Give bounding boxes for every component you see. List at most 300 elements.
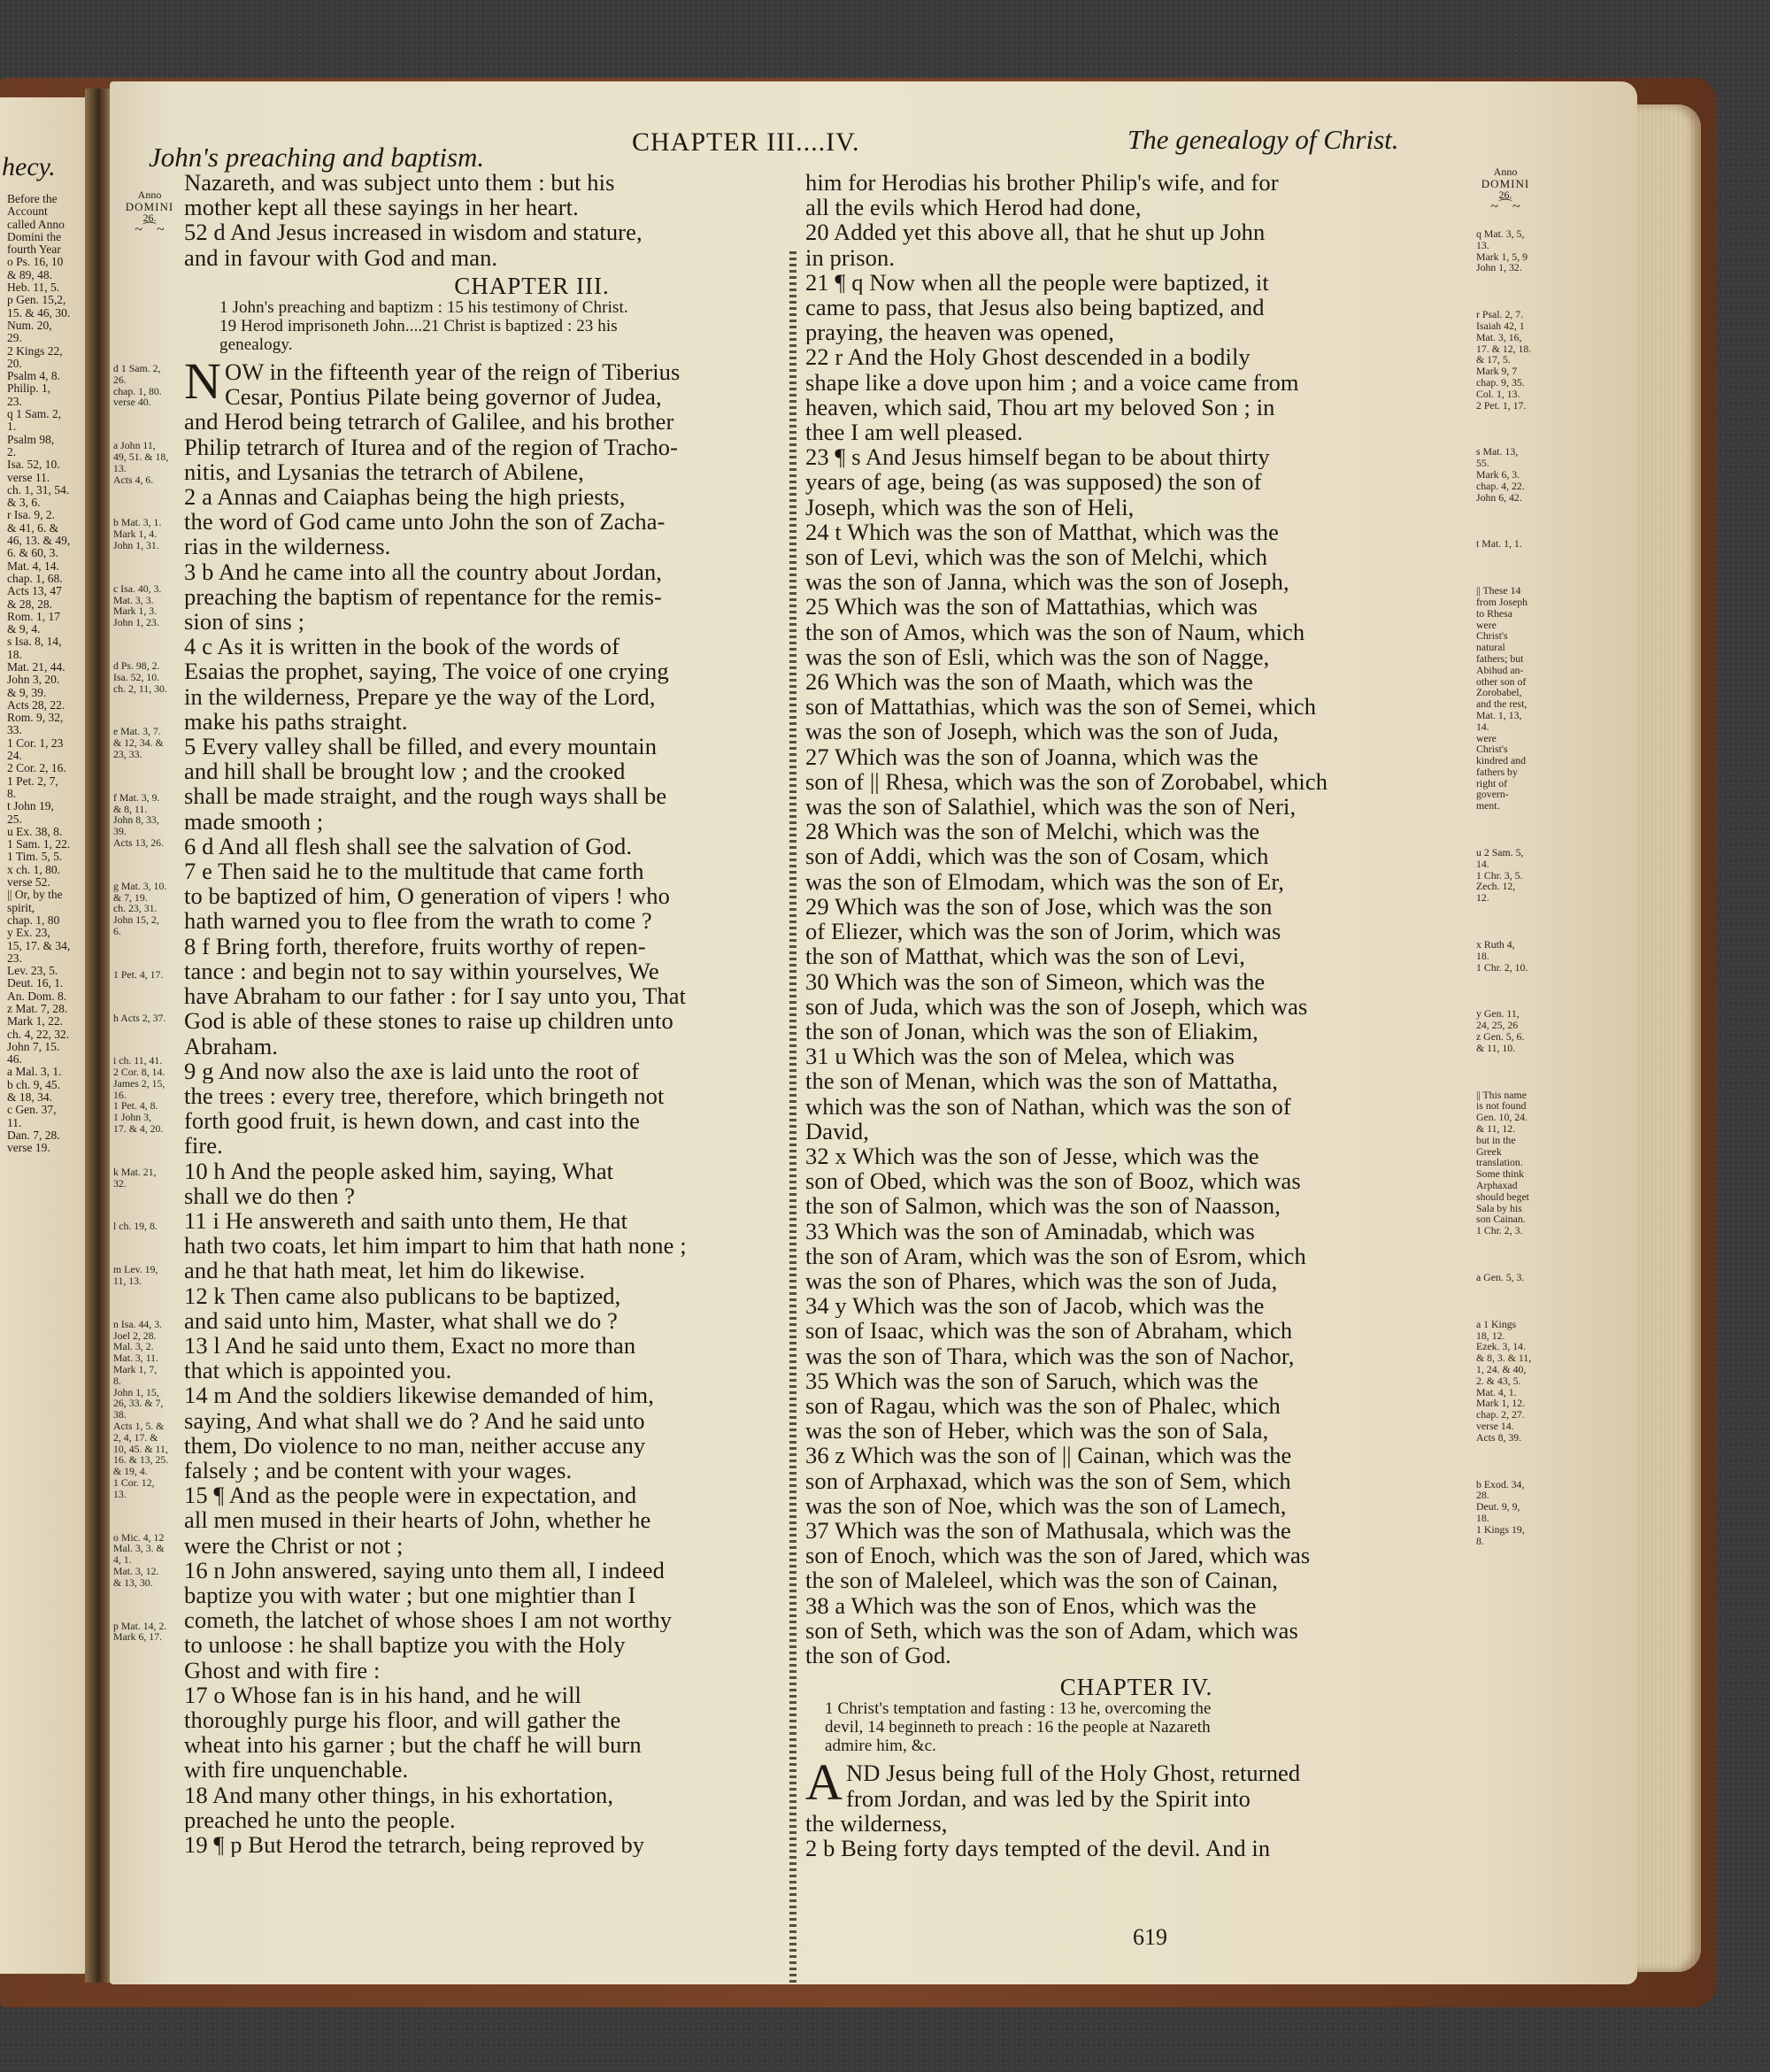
- left-page-note-line: Rom. 9, 32,: [7, 712, 64, 725]
- verse-line: Esaias the prophet, saying, The voice of one crying: [184, 659, 669, 684]
- verse-line: and hill shall be brought low ; and the crooked: [184, 759, 626, 784]
- margin-note-line: 13.: [1476, 238, 1489, 251]
- right-column-margin-notes: [1476, 228, 1558, 1910]
- verse-line: Cesar, Pontius Pilate being governor of Judea,: [225, 384, 662, 410]
- verse-line: nitis, and Lysanias the tetrarch of Abilene,: [184, 458, 584, 485]
- verse-line: from Jordan, and was led by the Spirit into: [846, 1785, 1251, 1811]
- verse-line: the son of Matthat, which was the son of Levi,: [805, 944, 1245, 969]
- margin-note-line: but in the: [1476, 1133, 1516, 1146]
- verse-line: OW in the fifteenth year of the reign of Tiberius: [225, 359, 681, 385]
- left-page-note-line: verse 19.: [7, 1142, 50, 1155]
- verse-line: 52 d And Jesus increased in wisdom and stature,: [184, 220, 643, 245]
- verse-line: Abraham.: [184, 1033, 279, 1059]
- left-page-note-line: chap. 1, 68.: [7, 572, 63, 585]
- margin-note-line: 26.: [113, 373, 127, 386]
- left-page-note-line: verse 52.: [7, 876, 50, 890]
- verse-line: was the son of Heber, which was the son of Sala,: [805, 1418, 1269, 1444]
- margin-note-line: b Exod. 34,: [1476, 1477, 1525, 1490]
- summary-line: 1 Christ's temptation and fasting : 13 he, overcoming the: [825, 1699, 1212, 1719]
- margin-note-line: o Mic. 4, 12: [113, 1530, 165, 1544]
- ornament-wave-right: ~⌒~: [1490, 199, 1520, 214]
- margin-note-line: Acts 13, 26.: [113, 836, 165, 849]
- left-page-note-line: s Isa. 8, 14,: [7, 635, 62, 649]
- margin-note-line: a Gen. 5, 3.: [1476, 1271, 1525, 1283]
- margin-note-line: Christ's: [1476, 629, 1508, 643]
- left-page-note-line: & 28, 28.: [7, 597, 53, 611]
- margin-note-line: son Cainan.: [1476, 1213, 1526, 1226]
- left-page-note-line: ch. 1, 31, 54.: [7, 483, 70, 497]
- left-page-note-line: 2 Kings 22,: [7, 344, 63, 358]
- verse-line: son of || Rhesa, which was the son of Zorobabel, which: [805, 768, 1328, 795]
- verse-line: shape like a dove upon him ; and a voice came from: [805, 369, 1299, 395]
- margin-note-line: natural: [1476, 641, 1505, 654]
- verse-line: thoroughly purge his floor, and will gather the: [184, 1706, 621, 1733]
- verse-line: son of Levi, which was the son of Melchi, which: [805, 544, 1268, 570]
- margin-note-line: 28.: [1476, 1489, 1489, 1502]
- verse-line: 32 x Which was the son of Jesse, which was the: [805, 1143, 1259, 1169]
- right-column-text: [805, 170, 1467, 1860]
- margin-note-line: x Ruth 4,: [1476, 938, 1515, 951]
- margin-note-line: kindred and: [1476, 754, 1527, 767]
- verse-line: son of Enoch, which was the son of Jared, which was: [805, 1543, 1311, 1568]
- verse-line: and said unto him, Master, what shall we do ?: [184, 1307, 618, 1333]
- margin-note-line: fathers by: [1476, 765, 1518, 778]
- margin-note-line: Mark 1, 4.: [113, 528, 158, 541]
- margin-note-line: Ezek. 3, 14.: [1476, 1340, 1527, 1353]
- verse-line: 15 ¶ And as the people were in expectation, and: [184, 1483, 637, 1508]
- verse-line: the son of God.: [805, 1642, 951, 1668]
- left-page-note-line: r Isa. 9, 2.: [7, 509, 55, 522]
- verse-line: forth good fruit, is hewn down, and cast into the: [184, 1108, 640, 1134]
- margin-note-line: & 8, 3. & 11,: [1476, 1352, 1532, 1365]
- margin-note: [113, 1055, 186, 1135]
- margin-note-line: & 7, 19.: [113, 890, 148, 904]
- verse-line: that which is appointed you.: [184, 1358, 452, 1383]
- margin-note-line: 13.: [113, 461, 127, 474]
- margin-note-line: z Gen. 5, 6.: [1476, 1030, 1525, 1044]
- verse-line: years of age, being (as was supposed) the son of: [805, 469, 1262, 495]
- margin-note: [113, 1167, 186, 1190]
- margin-note-line: 12.: [1476, 891, 1489, 905]
- verse-line: 5 Every valley shall be filled, and every mountain: [184, 734, 658, 759]
- verse-line: God is able of these stones to raise up children unto: [184, 1008, 673, 1034]
- margin-note-line: 18.: [1476, 1511, 1489, 1524]
- margin-note-line: 14.: [1476, 720, 1489, 733]
- verse-line: David,: [805, 1118, 869, 1144]
- margin-note-line: other son of: [1476, 674, 1527, 688]
- verse-line: 23 ¶ s And Jesus himself began to be about thirty: [805, 444, 1270, 470]
- left-page-note-line: 33.: [7, 724, 22, 737]
- margin-note-line: i ch. 11, 41.: [113, 1054, 163, 1067]
- verse-line: Joseph, which was the son of Heli,: [805, 494, 1135, 520]
- left-page-note-line: 24.: [7, 750, 22, 763]
- verse-line: hath two coats, let him impart to him that hath none ;: [184, 1233, 687, 1259]
- margin-note-line: John 6, 42.: [1476, 490, 1522, 504]
- margin-note-line: 32.: [113, 1176, 127, 1190]
- left-page-note-line: Num. 20,: [7, 319, 52, 332]
- margin-note-line: Col. 1, 13.: [1476, 387, 1520, 400]
- margin-note-line: Greek: [1476, 1144, 1502, 1158]
- left-page-note-line: 8.: [7, 787, 17, 800]
- margin-note-line: Mark 1, 12.: [1476, 1397, 1526, 1410]
- verse-line: all men mused in their hearts of John, whether he: [184, 1507, 651, 1533]
- margin-note-line: Zech. 12,: [1476, 880, 1516, 893]
- margin-note-line: Mark 9, 7: [1476, 365, 1518, 378]
- margin-note-line: e Mat. 3, 7.: [113, 725, 161, 738]
- verse-line: 34 y Which was the son of Jacob, which was the: [805, 1293, 1265, 1319]
- verse-line: son of Ragau, which was the son of Phalec, which: [805, 1392, 1281, 1419]
- verse-line: rias in the wilderness.: [184, 534, 391, 559]
- verse-line: son of Seth, which was the son of Adam, which was: [805, 1617, 1298, 1643]
- verse-line: and in favour with God and man.: [184, 244, 498, 270]
- margin-note-line: 1 Pet. 4, 8.: [113, 1099, 158, 1113]
- margin-note-line: 4, 1.: [113, 1553, 132, 1567]
- margin-note-line: 10, 45. & 11,: [113, 1442, 168, 1455]
- margin-note-line: u 2 Sam. 5,: [1476, 846, 1524, 859]
- verse-line: to unloose : he shall baptize you with the Holy: [184, 1632, 626, 1658]
- verse-line: was the son of Thara, which was the son of Nachor,: [805, 1343, 1295, 1368]
- margin-note-line: 1 Cor. 12,: [113, 1476, 155, 1490]
- verse-line: son of Isaac, which was the son of Abraham, which: [805, 1318, 1293, 1344]
- drop-cap-n: N: [184, 352, 221, 411]
- chapter-4-title: CHAPTER IV.: [1059, 1674, 1213, 1701]
- verse-line: 17 o Whose fan is in his hand, and he will: [184, 1682, 581, 1707]
- margin-note-line: fathers; but: [1476, 651, 1524, 665]
- verse-line: with fire unquenchable.: [184, 1757, 409, 1783]
- summary-line: genealogy.: [219, 335, 293, 355]
- column-separator: [789, 251, 796, 1984]
- margin-note-line: and the rest,: [1476, 697, 1528, 711]
- left-page-note-line: 23.: [7, 951, 22, 965]
- verse-line: 25 Which was the son of Mattathias, which was: [805, 594, 1258, 620]
- verse-line: the son of Maleleel, which was the son of Cainan,: [805, 1567, 1279, 1593]
- margin-note-line: Mal. 3, 3. &: [113, 1542, 165, 1555]
- margin-note-line: Mark 1, 3.: [113, 605, 158, 618]
- verse-line: of Eliezer, which was the son of Jorim, which was: [805, 919, 1281, 944]
- margin-note-line: 1 John 3,: [113, 1111, 151, 1124]
- margin-note: [1476, 939, 1558, 973]
- margin-note-line: s Mat. 13,: [1476, 445, 1519, 458]
- verse-line: 8 f Bring forth, therefore, fruits worthy of repen-: [184, 933, 646, 959]
- margin-note-line: translation.: [1476, 1156, 1523, 1169]
- margin-note-line: Some think: [1476, 1167, 1525, 1181]
- verse-line: made smooth ;: [184, 808, 324, 834]
- verse-line: them, Do violence to no man, neither accuse any: [184, 1432, 646, 1458]
- margin-note-line: b Mat. 3, 1.: [113, 516, 162, 529]
- margin-note-line: Isa. 52, 10.: [113, 670, 160, 683]
- margin-note-line: p Mat. 14, 2.: [113, 1619, 167, 1632]
- margin-note: [1476, 446, 1558, 503]
- left-page-note-line: z Mat. 7, 28.: [7, 1003, 68, 1015]
- margin-note-line: 1 Chr. 2, 3.: [1476, 1224, 1523, 1237]
- margin-note-line: Mat. 4, 1.: [1476, 1385, 1517, 1398]
- margin-note-line: Mark 1, 7,: [113, 1363, 158, 1376]
- margin-note-line: Arphaxad: [1476, 1179, 1518, 1192]
- margin-note-line: 23, 33.: [113, 747, 142, 760]
- margin-note-line: to Rhesa: [1476, 606, 1512, 620]
- verse-line: shall we do then ?: [184, 1182, 356, 1208]
- left-page-note-line: 2 Cor. 2, 16.: [7, 762, 66, 775]
- left-page-note-line: Mark 1, 22.: [7, 1015, 63, 1028]
- margin-note-line: John 15, 2,: [113, 913, 159, 927]
- left-page-note-line: Before the: [7, 193, 58, 205]
- verse-line: was the son of Elmodam, which was the son of Er,: [805, 868, 1284, 894]
- margin-note-line: 14.: [1476, 857, 1489, 870]
- left-page-note-line: ch. 4, 22, 32.: [7, 1028, 70, 1041]
- left-page-note-line: & 41, 6. &: [7, 521, 59, 535]
- left-page-note-line: 20.: [7, 357, 22, 370]
- verse-line: 31 u Which was the son of Melea, which was: [805, 1044, 1235, 1069]
- verse-line: came to pass, that Jesus also being baptized, and: [805, 295, 1265, 320]
- verse-line: shall be made straight, and the rough ways shall be: [184, 783, 667, 809]
- margin-note: [1476, 228, 1558, 273]
- margin-note: [1476, 1008, 1558, 1053]
- margin-note-line: & 11, 12.: [1476, 1122, 1516, 1136]
- margin-note-line: 55.: [1476, 457, 1489, 470]
- left-page-notes: [7, 193, 70, 1155]
- page-number: 619: [1133, 1924, 1167, 1950]
- verse-line: thee I am well pleased.: [805, 420, 1023, 445]
- left-page-note-line: Psalm 4, 8.: [7, 370, 61, 383]
- verse-line: the son of Jonan, which was the son of Eliakim,: [805, 1018, 1258, 1044]
- chapter-4-summary: [805, 1699, 1467, 1755]
- verse-line: 22 r And the Holy Ghost descended in a bodily: [805, 344, 1251, 370]
- margin-note-line: from Joseph: [1476, 595, 1528, 608]
- left-page-note-line: Mat. 21, 44.: [7, 660, 65, 674]
- margin-note-line: chap. 4, 22.: [1476, 479, 1525, 492]
- margin-note-line: chap. 2, 27.: [1476, 1408, 1525, 1421]
- chapter-3-title: CHAPTER III.: [454, 272, 610, 299]
- margin-note-line: John 1, 32.: [1476, 261, 1522, 274]
- left-page-note-line: Account: [7, 205, 48, 219]
- margin-note-line: 1 Chr. 2, 10.: [1476, 960, 1528, 974]
- margin-note: [1476, 1272, 1558, 1283]
- margin-note-line: chap. 1, 80.: [113, 384, 162, 397]
- verse-line: 2 a Annas and Caiaphas being the high priests,: [184, 484, 626, 510]
- verse-line: 13 l And he said unto them, Exact no more than: [184, 1332, 636, 1359]
- verse-line: 33 Which was the son of Aminadab, which was: [805, 1218, 1255, 1244]
- left-page-note-line: 1 Pet. 2, 7,: [7, 774, 58, 788]
- year-label-right: 26.: [1498, 189, 1512, 201]
- margin-note: [1476, 585, 1558, 812]
- verse-line: 16 n John answered, saying unto them all, I indeed: [184, 1557, 665, 1583]
- margin-note-line: l ch. 19, 8.: [113, 1220, 158, 1233]
- margin-note-line: Mark 1, 5, 9: [1476, 250, 1528, 263]
- verse-line: 29 Which was the son of Jose, which was the son: [805, 893, 1273, 920]
- verse-line: make his paths straight.: [184, 708, 408, 735]
- left-page-note-line: Philip. 1,: [7, 382, 51, 396]
- anno-label: Anno: [137, 189, 162, 201]
- margin-note-line: a John 11,: [113, 439, 156, 452]
- left-page-note-line: x ch. 1, 80.: [7, 863, 60, 876]
- verse-line: the son of Salmon, which was the son of Naasson,: [805, 1193, 1281, 1219]
- anno-label-right: Anno: [1493, 166, 1518, 178]
- left-page-note-line: Acts 28, 22.: [7, 698, 65, 712]
- left-page-note-line: & 9, 39.: [7, 686, 47, 699]
- margin-note: [113, 363, 186, 408]
- left-page-note-line: John 7, 15.: [7, 1040, 60, 1053]
- verse-line: son of Obed, which was the son of Booz, which was: [805, 1168, 1301, 1194]
- running-head-left: John's preaching and baptism.: [149, 142, 485, 173]
- verse-line: 30 Which was the son of Simeon, which was the: [805, 968, 1266, 994]
- margin-note-line: k Mat. 21,: [113, 1165, 157, 1178]
- margin-note-line: ch. 23, 31.: [113, 902, 158, 915]
- verse-line: 4 c As it is written in the book of the words of: [184, 634, 620, 659]
- margin-note-line: Mat. 3, 12.: [113, 1565, 159, 1577]
- verse-line: was the son of Janna, which was the son of Joseph,: [805, 569, 1289, 595]
- verse-line: son of Mattathias, which was the son of Semei, which: [805, 694, 1317, 720]
- verse-line: preaching the baptism of repentance for the remis-: [184, 583, 662, 610]
- verse-line: all the evils which Herod had done,: [805, 195, 1142, 220]
- left-page-note-line: Mat. 4, 14.: [7, 559, 59, 573]
- left-page-note-line: u Ex. 38, 8.: [7, 825, 63, 838]
- margin-note: [113, 660, 186, 694]
- margin-note-line: 13.: [113, 1487, 127, 1500]
- margin-note: [113, 1532, 186, 1589]
- margin-note: [113, 1621, 186, 1644]
- margin-note-line: d 1 Sam. 2,: [113, 362, 161, 374]
- left-page-note-line: 1 Cor. 1, 23: [7, 736, 64, 750]
- margin-note-line: 8.: [1476, 1534, 1484, 1547]
- margin-note-line: d Ps. 98, 2.: [113, 659, 160, 672]
- verse-line: son of Juda, which was the son of Joseph, which was: [805, 993, 1308, 1019]
- left-page-note-line: 23.: [7, 395, 22, 408]
- left-page-note-line: y Ex. 23,: [7, 927, 50, 940]
- domini-label: DOMINI: [125, 200, 174, 213]
- margin-note-line: Isaiah 42, 1: [1476, 319, 1525, 332]
- left-page-note-line: 25.: [7, 813, 22, 826]
- margin-note-line: were: [1476, 731, 1497, 744]
- verse-line: fire.: [184, 1133, 223, 1159]
- left-page-note-line: Lev. 23, 5.: [7, 965, 58, 978]
- left-page-note-line: Heb. 11, 5.: [7, 281, 60, 295]
- margin-note: [113, 1264, 186, 1287]
- margin-note-line: 2 Cor. 8, 14.: [113, 1066, 165, 1079]
- margin-note: [113, 1013, 186, 1024]
- margin-note-line: & 13, 30.: [113, 1575, 153, 1589]
- margin-note: [113, 969, 186, 981]
- margin-note-line: verse 14.: [1476, 1419, 1514, 1432]
- left-page-note-line: Domini the: [7, 230, 62, 243]
- verse-line: falsely ; and be content with your wages.: [184, 1457, 573, 1483]
- verse-line: baptize you with water ; but one mightier than I: [184, 1582, 636, 1608]
- margin-note-line: & 12, 34. &: [113, 736, 164, 750]
- verse-line: mother kept all these sayings in her heart.: [184, 195, 579, 220]
- margin-note-line: Abihud an-: [1476, 663, 1524, 676]
- left-column-margin-notes: [113, 363, 186, 1938]
- margin-note-line: right of: [1476, 776, 1508, 790]
- left-page-note-line: a Mal. 3, 1.: [7, 1066, 62, 1079]
- margin-note-line: r Psal. 2, 7.: [1476, 308, 1524, 321]
- margin-note: [113, 440, 186, 485]
- verse-line: praying, the heaven was opened,: [805, 320, 1114, 345]
- margin-note-line: g Mat. 3, 10.: [113, 879, 167, 892]
- margin-note-line: should beget: [1476, 1190, 1529, 1203]
- left-page-note-line: Dan. 7, 28.: [7, 1128, 60, 1142]
- left-page-note-line: Rom. 1, 17: [7, 610, 61, 623]
- verse-line: 19 ¶ p But Herod the tetrarch, being reproved by: [184, 1832, 645, 1858]
- left-page-note-line: & 18, 34.: [7, 1091, 53, 1105]
- margin-note-line: 2 Pet. 1, 17.: [1476, 398, 1527, 412]
- verse-line: the son of Amos, which was the son of Naum, which: [805, 619, 1305, 644]
- margin-note-line: 24, 25, 26: [1476, 1019, 1519, 1032]
- margin-note: [1476, 1479, 1558, 1547]
- margin-note-line: n Isa. 44, 3.: [113, 1317, 163, 1330]
- verse-line: 36 z Which was the son of || Cainan, which was the: [805, 1443, 1292, 1468]
- margin-note-line: is not found: [1476, 1099, 1527, 1113]
- margin-note-line: Zorobabel,: [1476, 686, 1522, 699]
- left-page-note-line: o Ps. 16, 10: [7, 256, 64, 269]
- verse-line: 2 b Being forty days tempted of the devil. And in: [805, 1836, 1271, 1861]
- anno-domini-right: [1474, 166, 1536, 212]
- margin-note-line: Christ's: [1476, 743, 1508, 756]
- verse-line: 38 a Which was the son of Enos, which was the: [805, 1592, 1257, 1618]
- left-page-note-line: 29.: [7, 332, 22, 345]
- left-page-note-line: called Anno: [7, 218, 65, 231]
- left-page-note-line: q 1 Sam. 2,: [7, 408, 62, 421]
- left-page-note-line: & 89, 48.: [7, 268, 53, 281]
- margin-note-line: 18, 12.: [1476, 1329, 1505, 1342]
- margin-note-line: Mal. 3, 2.: [113, 1340, 154, 1353]
- margin-note: [113, 726, 186, 759]
- margin-note-line: f Mat. 3, 9.: [113, 790, 160, 804]
- verse-line: the son of Menan, which was the son of Mattatha,: [805, 1068, 1278, 1094]
- margin-note-line: 6.: [113, 924, 121, 937]
- margin-note-line: 38.: [113, 1408, 127, 1421]
- margin-note: [113, 1319, 186, 1500]
- drop-cap-a: A: [805, 1753, 843, 1812]
- verse-line: cometh, the latchet of whose shoes I am not worthy: [184, 1607, 673, 1633]
- verse-line: 27 Which was the son of Joanna, which was the: [805, 743, 1258, 769]
- left-page-note-line: 18.: [7, 648, 22, 661]
- left-page-note-line: An. Dom. 8.: [7, 990, 67, 1003]
- margin-note-line: y Gen. 11,: [1476, 1007, 1520, 1021]
- left-page-note-line: Deut. 16, 1.: [7, 977, 64, 990]
- verse-line: in the wilderness, Prepare ye the way of the Lord,: [184, 683, 656, 709]
- verse-line: 14 m And the soldiers likewise demanded of him,: [184, 1383, 654, 1408]
- margin-note-line: 16. & 13, 25.: [113, 1453, 169, 1467]
- left-page-note-line: 46, 13. & 49,: [7, 535, 71, 548]
- margin-note-line: 11, 13.: [113, 1275, 142, 1288]
- verse-line: were the Christ or not ;: [184, 1532, 404, 1558]
- verse-line: 11 i He answereth and saith unto them, He that: [184, 1207, 628, 1234]
- summary-line: admire him, &c.: [825, 1737, 937, 1756]
- margin-note-line: 1 Kings 19,: [1476, 1522, 1525, 1536]
- margin-note-line: 17. & 12, 18.: [1476, 342, 1532, 355]
- margin-note-line: 49, 51. & 18,: [113, 450, 169, 463]
- left-page-note-line: 15. & 46, 30.: [7, 306, 71, 320]
- margin-note: [113, 583, 186, 628]
- running-head-center: CHAPTER III....IV.: [632, 127, 860, 157]
- verse-line: was the son of Salathiel, which was the son of Neri,: [805, 794, 1297, 820]
- margin-note: [1476, 1319, 1558, 1444]
- margin-note-line: verse 40.: [113, 396, 151, 409]
- left-page-note-line: verse 11.: [7, 471, 50, 484]
- margin-note-line: Mark 6, 3.: [1476, 467, 1520, 481]
- verse-line: him for Herodias his brother Philip's wife, and for: [805, 170, 1279, 196]
- margin-note-line: Acts 8, 39.: [1476, 1430, 1522, 1444]
- margin-note-line: t Mat. 1, 1.: [1476, 537, 1522, 551]
- margin-note-line: 8.: [113, 1374, 121, 1387]
- verse-line: 24 t Which was the son of Matthat, which was the: [805, 519, 1279, 545]
- margin-note-line: c Isa. 40, 3.: [113, 582, 162, 595]
- left-page-note-line: John 3, 20.: [7, 674, 60, 687]
- margin-note-line: Joel 2, 28.: [113, 1329, 157, 1342]
- verse-line: sion of sins ;: [184, 609, 305, 635]
- verse-line: to be baptized of him, O generation of vipers ! who: [184, 883, 670, 909]
- verse-line: saying, And what shall we do ? And he said unto: [184, 1407, 645, 1433]
- left-page-note-line: t John 19,: [7, 800, 54, 813]
